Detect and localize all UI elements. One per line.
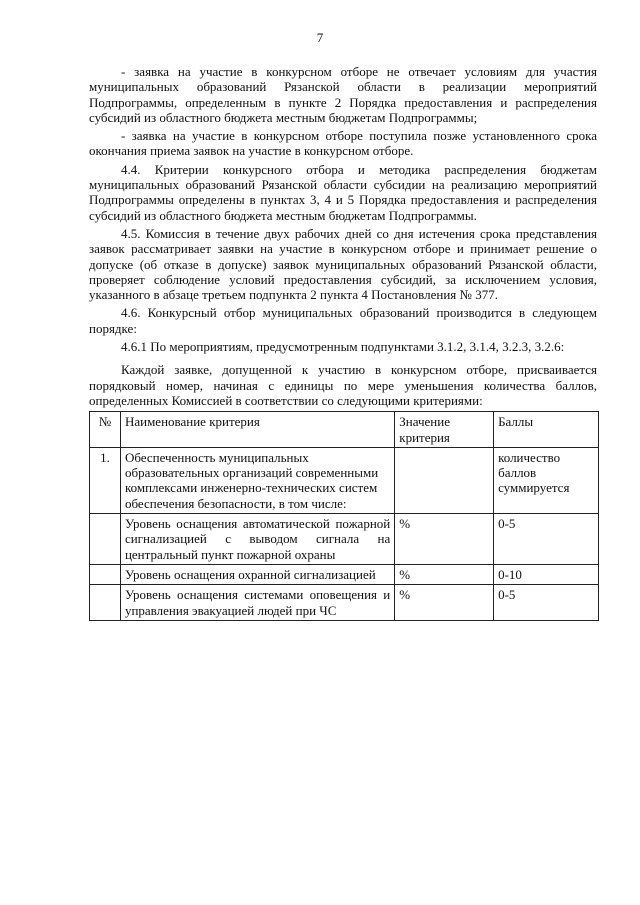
table-header-row (90, 412, 599, 448)
row-value (395, 447, 494, 513)
page-number: 7 (316, 30, 324, 45)
row-value: % (395, 514, 494, 565)
row-points: 0-10 (494, 564, 599, 584)
row-name: Уровень оснащения системами оповещения и управления эвакуацией людей при ЧС (120, 585, 394, 621)
table-row (90, 514, 599, 565)
header-number: № (90, 412, 121, 448)
row-value: % (395, 585, 494, 621)
row-number (90, 514, 121, 565)
row-name: Уровень оснащения охранной сигнализацией (120, 564, 394, 584)
criteria-table (89, 411, 599, 621)
paragraph-4-6-1: 4.6.1 По мероприятиям, предусмотренным подпунктами 3.1.2, 3.1.4, 3.2.3, 3.2.6: (121, 339, 565, 355)
table-row (90, 564, 599, 584)
table-row (90, 447, 599, 513)
paragraph-4-5: 4.5. Комиссия в течение двух рабочих дней со дня истечения срока представления заявок рассматривает заявки на участие в конкурсном отборе и принимает решение о допуске (об отказе в допуске) заявок муниципальных образований Рязанской области, проверяет соблюдение условий предоставления субсидий, за исключением условия, указанного в абзаце третьем подпункта 2 пункта 4 Постановления № 377. (89, 225, 597, 303)
row-points: 0-5 (494, 585, 599, 621)
row-number (90, 564, 121, 584)
row-number: 1. (90, 447, 121, 513)
paragraph-criteria-intro: Каждой заявке, допущенной к участию в конкурсном отборе, присваивается порядковый номер, начиная с единицы по мере уменьшения количества баллов, определенных Комиссией в соответствии со следующими критериями: (89, 362, 597, 408)
row-value: % (395, 564, 494, 584)
header-name: Наименование критерия (120, 412, 394, 448)
paragraph-4-6: 4.6. Конкурсный отбор муниципальных образований производится в следующем порядке: (89, 305, 597, 336)
paragraph-4-4: 4.4. Критерии конкурсного отбора и методика распределения бюджетам муниципальных образований Рязанской области субсидии на реализацию мероприятий Подпрограммы определены в пунктах 3, 4 и 5 Порядка предоставления и распределения субсидий из областного бюджета местным бюджетам Подпрограммы. (89, 161, 597, 223)
row-name: Уровень оснащения автоматической пожарной сигнализацией с выводом сигнала на центральный пункт пожарной охраны (120, 514, 394, 565)
paragraph-bullet-1: - заявка на участие в конкурсном отборе не отвечает условиям для участия муниципальных образований Рязанской области в реализации мероприятий Подпрограммы, определенным в пункте 2 Порядка предоставления и распределения субсидий из областного бюджета местным бюджетам Подпрограммы; (89, 64, 597, 125)
table-row (90, 585, 599, 621)
header-points: Баллы (494, 412, 599, 448)
paragraph-bullet-2: - заявка на участие в конкурсном отборе поступила позже установленного срока окончания приема заявок на участие в конкурсном отборе. (89, 128, 597, 159)
header-value: Значение критерия (395, 412, 494, 448)
document-body (89, 64, 597, 621)
row-points: количество баллов суммируется (494, 447, 599, 513)
row-name: Обеспеченность муниципальных образовательных организаций современными комплексами инженерно-технических систем обеспечения безопасности, в том числе: (120, 447, 394, 513)
row-number (90, 585, 121, 621)
row-points: 0-5 (494, 514, 599, 565)
